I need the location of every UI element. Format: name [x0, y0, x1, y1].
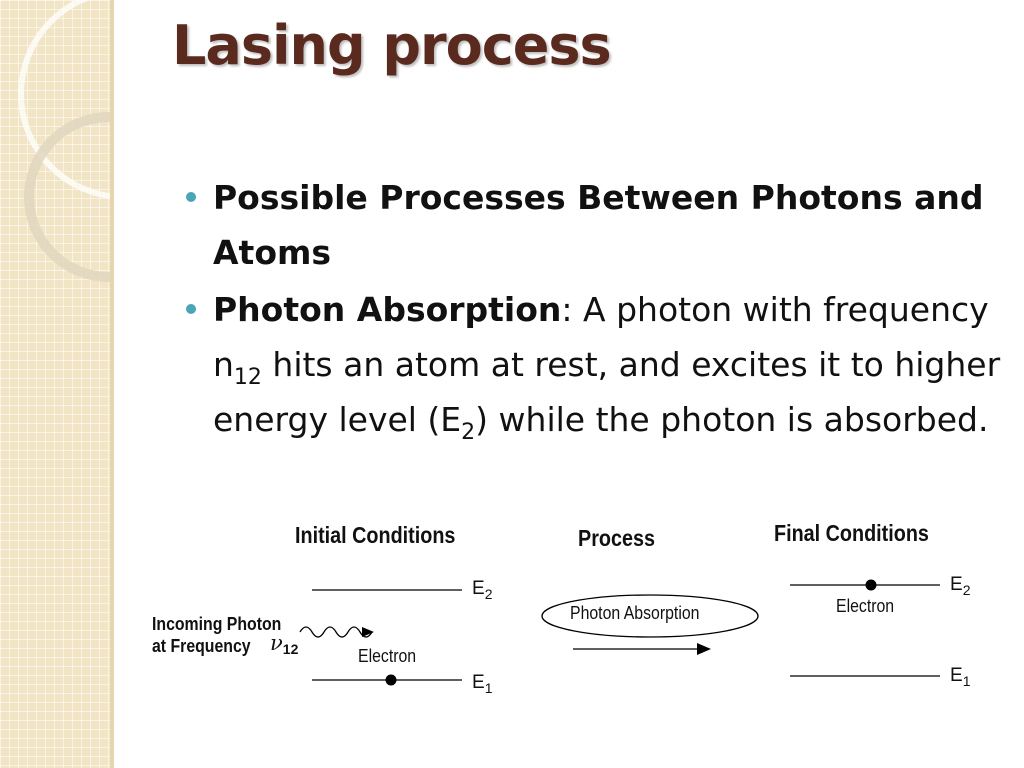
sidebar-edge [110, 0, 114, 768]
nu-glyph: ν [270, 631, 283, 655]
final-electron-label: Electron [836, 596, 895, 616]
final-conditions-heading: Final Conditions [774, 520, 929, 546]
bullet-item [186, 170, 1006, 280]
process-label: Photon Absorption [570, 603, 700, 623]
level-subscript: 1 [484, 680, 493, 696]
bullet-item [186, 282, 1006, 447]
energy-subscript: 2 [461, 420, 476, 445]
process-arrowhead [697, 643, 711, 655]
bullet-text: ) while the photon is absorbed. [475, 400, 989, 439]
level-letter: E [472, 672, 485, 693]
level-letter: E [472, 578, 485, 599]
level-subscript: 1 [962, 673, 971, 689]
initial-e2-label [472, 578, 492, 600]
level-subscript: 2 [484, 586, 493, 602]
bullet-list [186, 170, 1006, 447]
incoming-photon-label: Incoming Photon [152, 614, 282, 634]
nu-subscript: 12 [282, 641, 299, 657]
initial-electron-label: Electron [358, 646, 417, 666]
bullet-text: Possible Processes Between Photons and Atoms [213, 178, 984, 272]
level-letter: E [950, 665, 963, 686]
initial-electron-dot [386, 675, 397, 686]
level-letter: E [950, 574, 963, 595]
bullet-dot [186, 192, 196, 202]
level-subscript: 2 [962, 582, 971, 598]
final-e2-label [950, 574, 970, 596]
absorption-diagram [140, 510, 1010, 710]
bullet-bold-term: Photon Absorption [213, 290, 562, 329]
slide-title: Lasing process [172, 14, 611, 77]
bullet-text: : A photon with frequency n [213, 290, 989, 384]
initial-e1-label [472, 672, 492, 694]
final-electron-dot [866, 580, 877, 591]
bullet-text: hits an atom at rest, and excites it to higher energy level (E [213, 345, 1001, 439]
frequency-label: at Frequency [152, 636, 251, 656]
frequency-subscript: 12 [233, 365, 262, 390]
nu-symbol [270, 631, 298, 657]
sidebar-decoration [0, 0, 113, 768]
final-e1-label [950, 665, 970, 687]
bullet-dot [186, 304, 196, 314]
initial-conditions-heading: Initial Conditions [295, 522, 456, 548]
process-heading: Process [578, 525, 655, 551]
photon-arrowhead [362, 627, 374, 637]
photon-wave [300, 627, 372, 637]
